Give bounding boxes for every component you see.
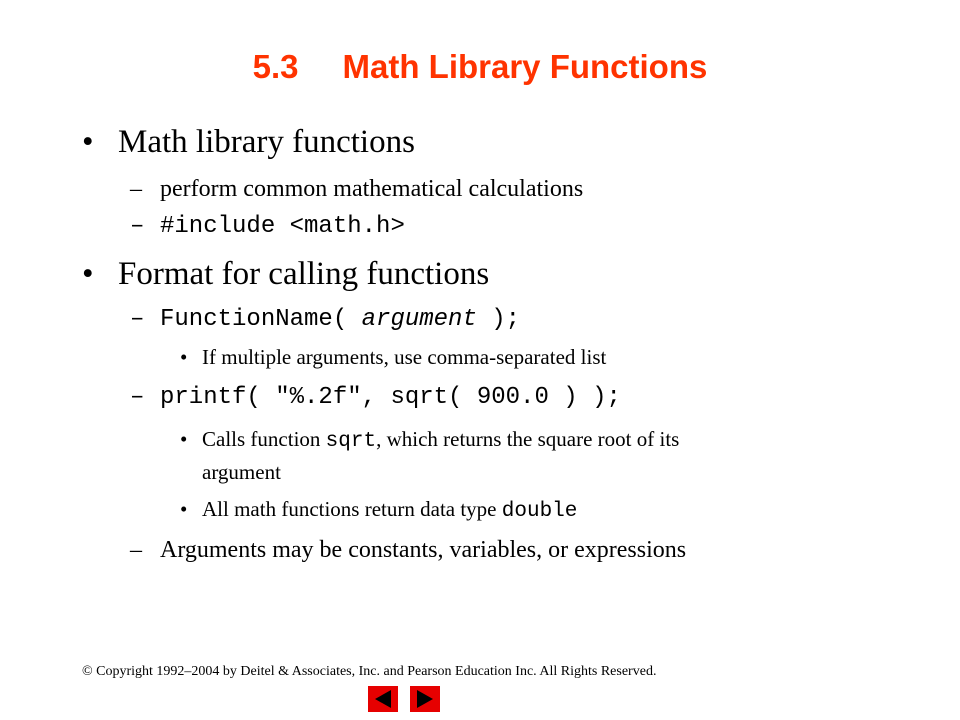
dash-mark: – xyxy=(130,537,142,563)
copyright-footer: © Copyright 1992–2004 by Deitel & Associates, Inc. and Pearson Education Inc. All Rights Reserved. xyxy=(82,664,657,679)
slide-title xyxy=(0,48,960,86)
section-number: 5.3 xyxy=(252,48,299,85)
next-slide-icon xyxy=(417,690,433,708)
bullet-mark: • xyxy=(82,124,94,160)
previous-slide-icon xyxy=(375,690,391,708)
previous-slide-button[interactable] xyxy=(368,686,398,712)
dash-mark: – xyxy=(130,306,145,333)
inline-code: sqrt xyxy=(325,430,377,453)
sub-item xyxy=(130,215,405,239)
sub-item xyxy=(130,308,520,332)
sub-sub-item xyxy=(180,342,820,372)
sub-sub-item xyxy=(180,494,820,527)
dash-mark: – xyxy=(130,213,145,240)
bullet-mark: • xyxy=(180,497,188,521)
inline-code: double xyxy=(501,500,578,523)
sub-item xyxy=(130,386,621,410)
bullet-item xyxy=(82,258,489,291)
bullet-mark: • xyxy=(180,345,188,369)
sub-sub-text: If multiple arguments, use comma-separated list xyxy=(202,345,607,369)
sub-sub-text: All math functions return data type xyxy=(202,497,502,521)
bullet-mark: • xyxy=(82,256,94,292)
code-argument: argument xyxy=(361,306,477,333)
dash-mark: – xyxy=(130,384,145,411)
sub-item xyxy=(130,538,686,562)
dash-mark: – xyxy=(130,176,142,202)
title-text: Math Library Functions xyxy=(342,48,708,85)
sub-item xyxy=(130,177,583,201)
sub-code: #include <math.h> xyxy=(160,213,405,240)
sub-sub-text: argument xyxy=(202,460,281,484)
bullet-text: Math library functions xyxy=(118,124,415,160)
bullet-item xyxy=(82,126,415,159)
code-prefix: FunctionName( xyxy=(160,306,362,333)
sub-text: Arguments may be constants, variables, or expressions xyxy=(160,537,687,563)
slide-navigation xyxy=(368,686,440,712)
code-suffix: ); xyxy=(476,306,521,333)
bullet-text: Format for calling functions xyxy=(118,256,490,292)
sub-sub-item xyxy=(180,424,820,487)
sub-text: perform common mathematical calculations xyxy=(160,176,584,202)
sub-code: printf( "%.2f", sqrt( 900.0 ) ); xyxy=(160,384,621,411)
next-slide-button[interactable] xyxy=(410,686,440,712)
sub-sub-text: Calls function xyxy=(202,427,326,451)
sub-sub-text: , which returns the square root of its xyxy=(376,427,680,451)
bullet-mark: • xyxy=(180,427,188,451)
